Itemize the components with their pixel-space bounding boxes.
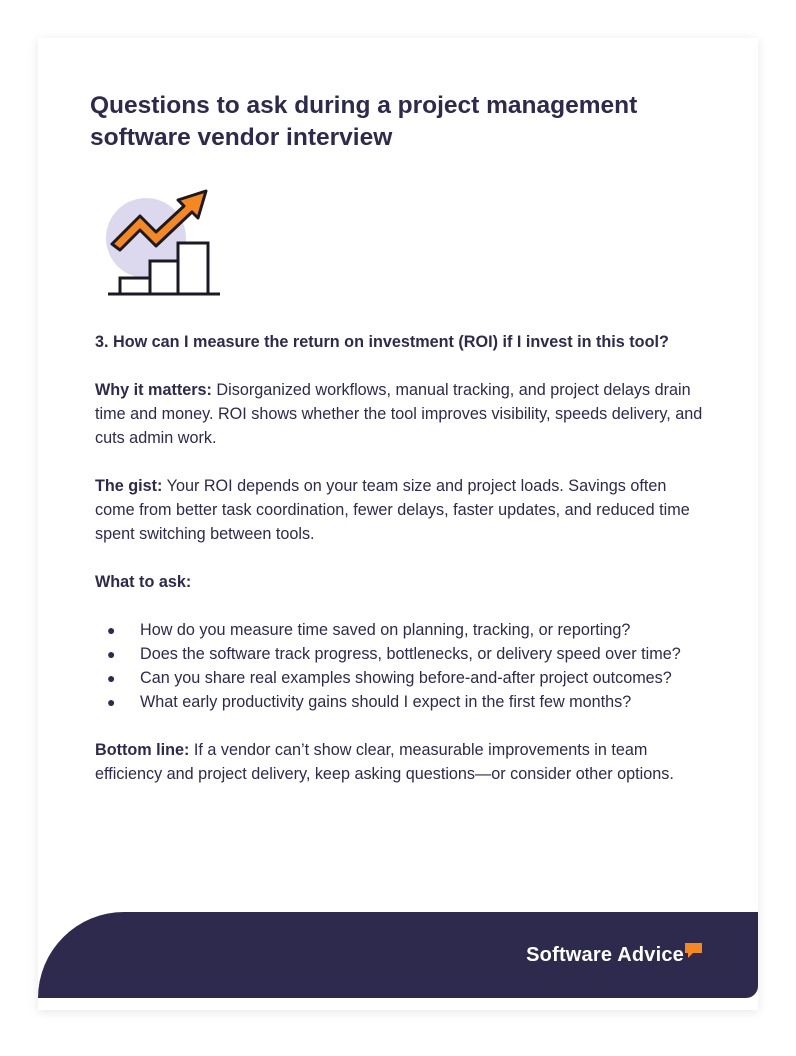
why-text: Disorganized workflows, manual tracking, and project delays drain time and money. ROI shows whether the tool improves visibility, speeds delivery, and cuts admin work. (95, 381, 703, 447)
article-body (95, 330, 707, 810)
gist-text: Your ROI depends on your team size and project loads. Savings often come from better task coordination, fewer delays, faster updates, and reduced time spent switching between tools. (95, 477, 690, 543)
list-item-text: Does the software track progress, bottlenecks, or delivery speed over time? (140, 645, 681, 663)
bullet-icon: ● (107, 622, 116, 638)
gist-paragraph (95, 474, 707, 546)
ask-list (95, 618, 707, 714)
ask-heading: What to ask: (95, 573, 192, 591)
why-paragraph (95, 378, 707, 450)
list-item-text: How do you measure time saved on planning, tracking, or reporting? (140, 621, 631, 639)
bottom-line-label: Bottom line: (95, 741, 190, 759)
gist-label: The gist: (95, 477, 163, 495)
growth-chart-icon (104, 188, 224, 300)
bullet-icon: ● (107, 646, 116, 662)
list-item (95, 642, 707, 666)
list-item-text: Can you share real examples showing before-and-after project outcomes? (140, 669, 672, 687)
document-page (38, 38, 758, 1010)
speech-bubble-icon (685, 943, 702, 959)
list-item-text: What early productivity gains should I expect in the first few months? (140, 693, 632, 711)
bottom-line-paragraph (95, 738, 707, 786)
list-item (95, 690, 707, 714)
why-label: Why it matters: (95, 381, 212, 399)
question-heading: 3. How can I measure the return on investment (ROI) if I invest in this tool? (95, 333, 669, 351)
brand-logo-text: Software Advice (526, 944, 684, 966)
list-item (95, 618, 707, 642)
list-item (95, 666, 707, 690)
page-title: Questions to ask during a project management software vendor interview (90, 92, 638, 151)
footer-band (38, 912, 758, 998)
bullet-icon: ● (107, 670, 116, 686)
bottom-line-text: If a vendor can’t show clear, measurable improvements in team efficiency and project delivery, keep asking questions—or consider other options. (95, 741, 674, 783)
bullet-icon: ● (107, 694, 116, 710)
